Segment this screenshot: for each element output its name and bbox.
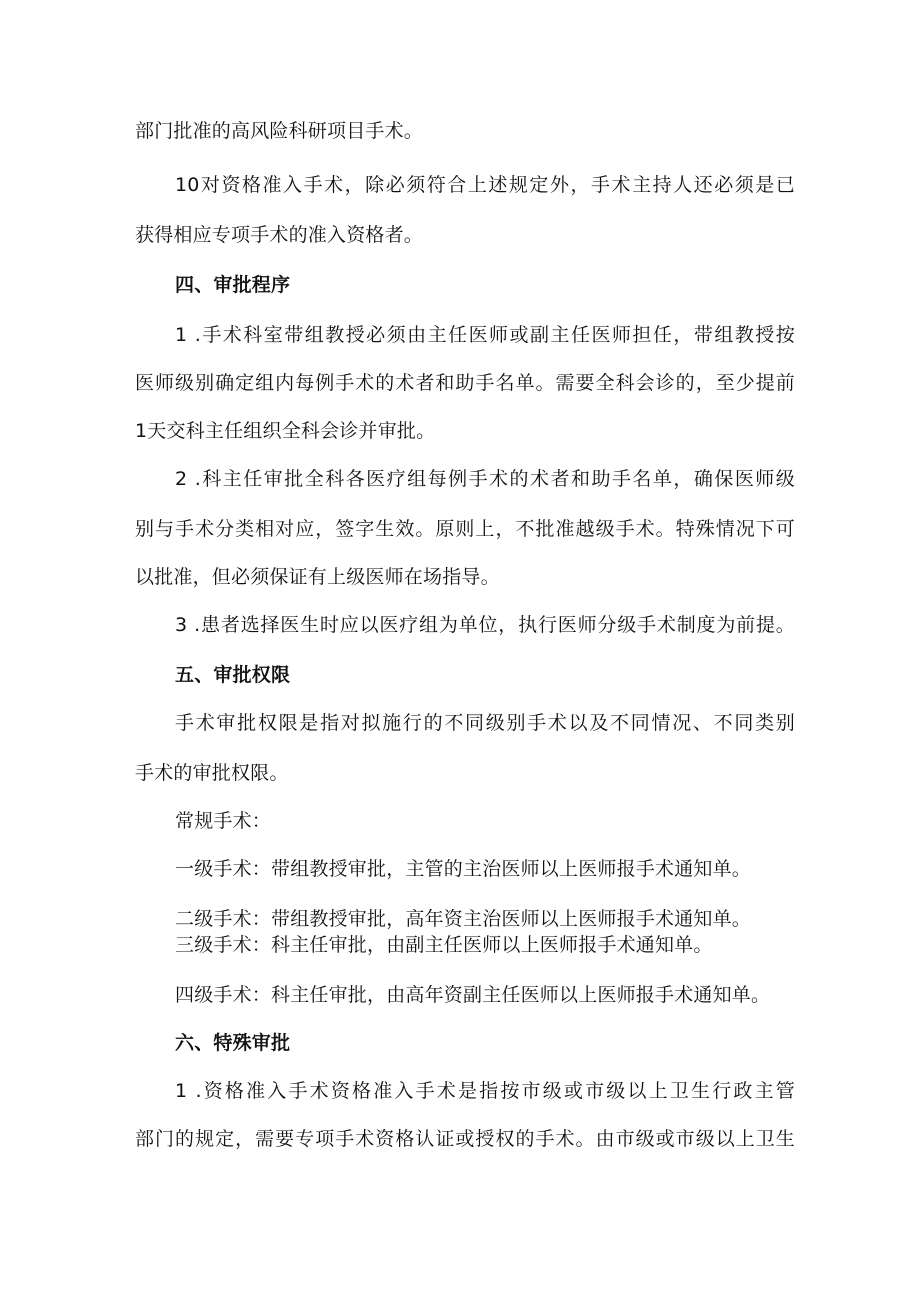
section-heading-special-approval: 六、特殊审批 [175,1032,291,1054]
paragraph-line: 1 .手术科室带组教授必须由主任医师或副主任医师担任，带组教授按 [175,324,795,346]
paragraph-line: 10对资格准入手术，除必须符合上述规定外，手术主持人还必须是已 [175,174,795,196]
paragraph-line: 1天交科主任组织全科会诊并审批。 [135,420,436,442]
paragraph-line: 手术审批权限是指对拟施行的不同级别手术以及不同情况、不同类别 [175,712,795,734]
paragraph-line: 别与手术分类相对应，签字生效。原则上，不批准越级手术。特殊情况下可 [135,518,795,540]
paragraph-line: 以批准，但必须保证有上级医师在场指导。 [135,566,500,588]
paragraph-line: 三级手术：科主任审批，由副主任医师以上医师报手术通知单。 [175,934,713,956]
paragraph-line: 医师级别确定组内每例手术的术者和助手名单。需要全科会诊的，至少提前 [135,372,795,394]
paragraph-line: 3 .患者选择医生时应以医疗组为单位，执行医师分级手术制度为前提。 [175,614,795,636]
paragraph-line: 2 .科主任审批全科各医疗组每例手术的术者和助手名单，确保医师级 [175,468,795,490]
paragraph-line: 部门的规定，需要专项手术资格认证或授权的手术。由市级或市级以上卫生 [135,1128,795,1150]
section-heading-approval-authority: 五、审批权限 [175,664,291,686]
paragraph-line: 四级手术：科主任审批，由高年资副主任医师以上医师报手术通知单。 [175,984,771,1006]
section-heading-approval-procedure: 四、审批程序 [175,274,291,296]
paragraph-line: 常规手术： [175,810,272,832]
paragraph-line: 部门批准的高风险科研项目手术。 [135,120,424,142]
paragraph-line: 手术的审批权限。 [135,762,289,784]
paragraph-line: 1 .资格准入手术资格准入手术是指按市级或市级以上卫生行政主管 [175,1080,795,1102]
paragraph-line: 一级手术：带组教授审批，主管的主治医师以上医师报手术通知单。 [175,858,752,880]
paragraph-line: 获得相应专项手术的准入资格者。 [135,224,424,246]
paragraph-line: 二级手术：带组教授审批，高年资主治医师以上医师报手术通知单。 [175,908,752,930]
